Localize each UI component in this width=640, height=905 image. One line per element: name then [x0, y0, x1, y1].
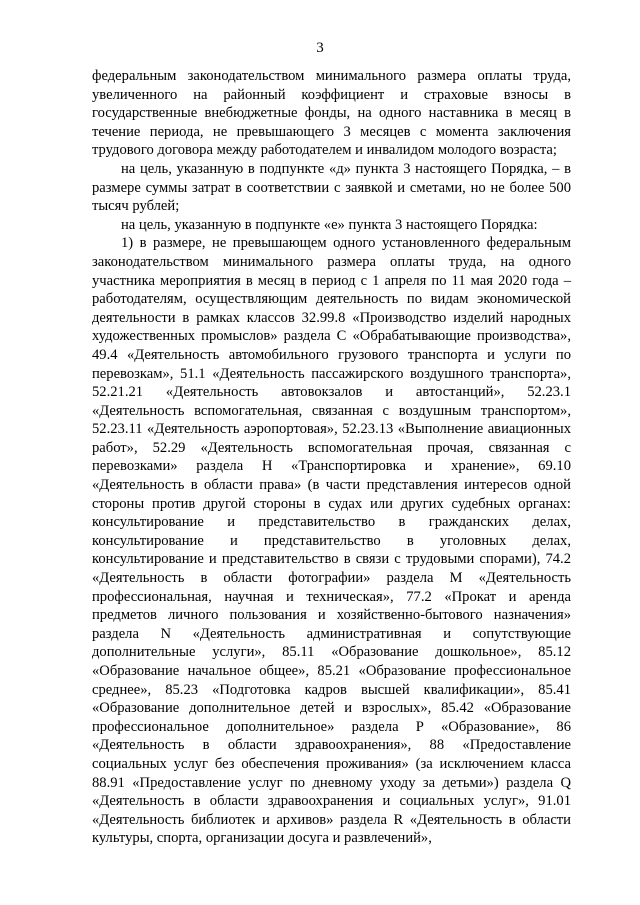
paragraph-item-1: 1) в размере, не превышающем одного установленного федеральным законодательством минимального размера оплаты труда, на одного участника мероприятия в месяц в период с 1 апреля по 11 мая 2020 года – работодателям, осуществляющим деятельность по видам экономической деятельности в рамках классов 32.99.8 «Производство изделий народных художественных промыслов» раздела С «Обрабатывающие производства», 49.4 «Деятельность автомобильного грузового транспорта и услуги по перевозкам», 51.1 «Деятельность пассажирского воздушного транспорта», 52.21.21 «Деятельность автовокзалов и автостанций», 52.23.1 «Деятельность вспомогательная, связанная с воздушным транспортом», 52.23.11 «Деятельность аэропортовая», 52.23.13 «Выполнение авиационных работ», 52.29 «Деятельность вспомогательная прочая, связанная с перевозками» раздела Н «Транспортировка и хранение», 69.10 «Деятельность в области права» (в части представления интересов одной стороны против другой стороны в судах или других судебных органах: консультирование и представительство в гражданских делах, консультирование и представительство в уголовных делах, консультирование и представительство в связи с трудовыми спорами), 74.2 «Деятельность в области фотографии» раздела М «Деятельность профессиональная, научная и техническая», 77.2 «Прокат и аренда предметов личного пользования и хозяйственно-бытового назначения» раздела N «Деятельность административная и сопутствующие дополнительные услуги», 85.11 «Образование дошкольное», 85.12 «Образование начальное общее», 85.21 «Образование профессиональное среднее», 85.23 «Подготовка кадров высшей квалификации», 85.41 «Образование дополнительное детей и взрослых», 85.42 «Образование профессиональное дополнительное» раздела Р «Образование», 86 «Деятельность в области здравоохранения», 88 «Предоставление социальных услуг без обеспечения проживания» (за исключением класса 88.91 «Предоставление услуг по дневному уходу за детьми») раздела Q «Деятельность в области здравоохранения и социальных услуг», 91.01 «Деятельность библиотек и архивов» раздела R «Деятельность в области культуры, спорта, организации досуга и развлечений»,: [92, 235, 571, 847]
paragraph-continuation: федеральным законодательством минимального размера оплаты труда, увеличенного на районный коэффициент и страховые взносы в государственные внебюджетные фонды, на одного наставника в месяц в течение периода, не превышающего 3 месяцев с момента заключения трудового договора между работодателем и инвалидом молодого возраста;: [92, 68, 571, 159]
page-number: 3: [316, 40, 324, 56]
paragraph-subpoint-d: на цель, указанную в подпункте «д» пункта 3 настоящего Порядка, – в размере суммы затрат в соответствии с заявкой и сметами, но не более 500 тысяч рублей;: [92, 160, 571, 215]
paragraph-subpoint-e: на цель, указанную в подпункте «е» пункта 3 настоящего Порядка:: [121, 216, 538, 233]
document-body: [92, 67, 571, 848]
